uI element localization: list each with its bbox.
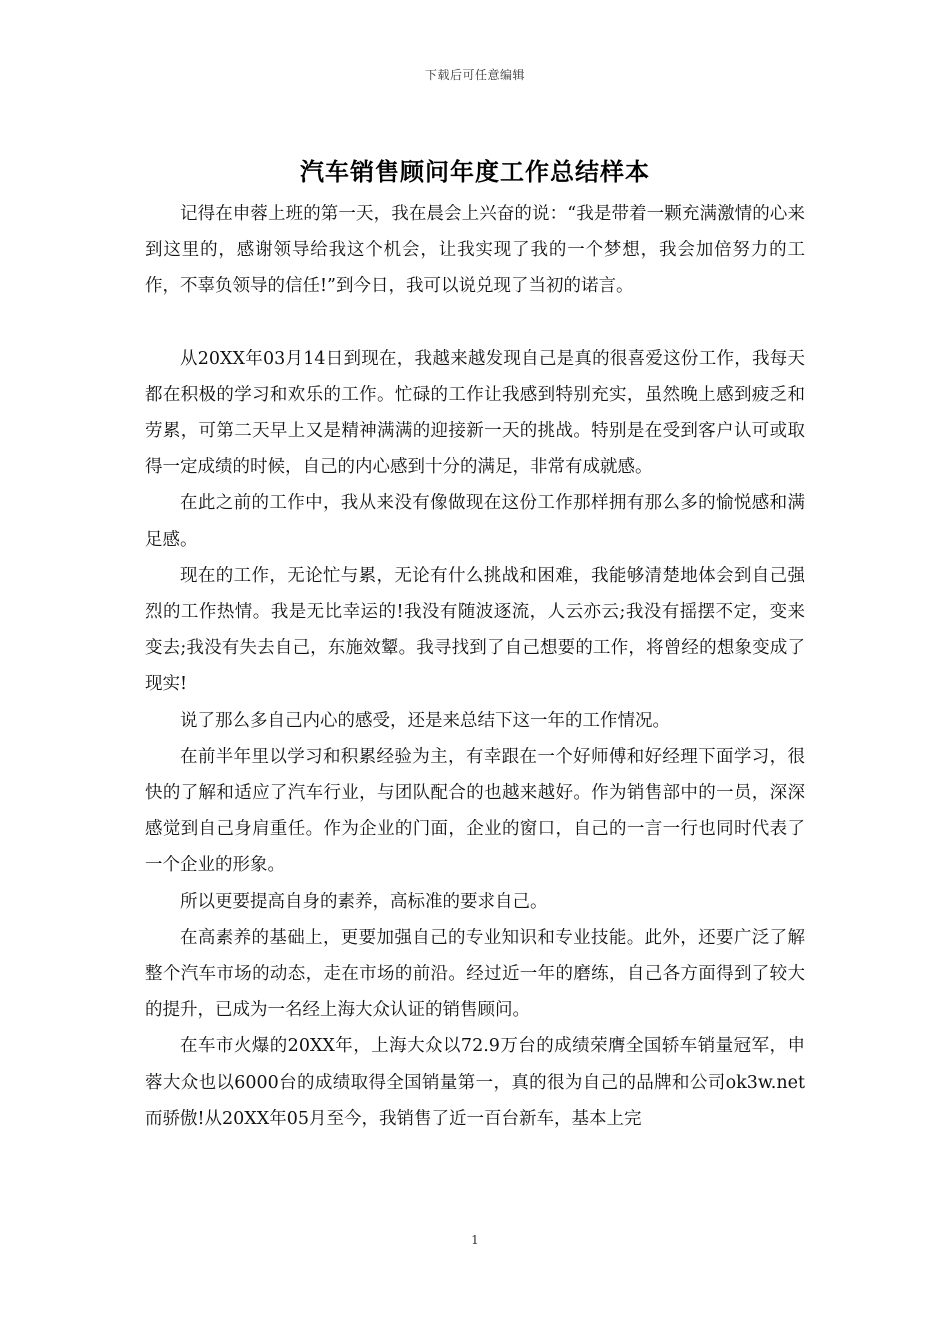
paragraph-4: 现在的工作，无论忙与累，无论有什么挑战和困难，我能够清楚地体会到自己强烈的工作热情。我是无比幸运的!我没有随波逐流，人云亦云;我没有摇摆不定，变来变去;我没有失去自己，东施效颦。我寻找到了自己想要的工作，将曾经的想象变成了现实!	[145, 565, 805, 695]
header-note: 下载后可任意编辑	[424, 68, 525, 82]
document-title: 汽车销售顾问年度工作总结样本	[300, 157, 650, 186]
page-number: 1	[471, 1233, 479, 1247]
paragraph-5: 说了那么多自己内心的感受，还是来总结下这一年的工作情况。	[180, 710, 670, 731]
paragraph-3: 在此之前的工作中，我从来没有像做现在这份工作那样拥有那么多的愉悦感和满足感。	[145, 493, 805, 550]
paragraph-2: 从20XX年03月14日到现在，我越来越发现自己是真的很喜爱这份工作，我每天都在积极的学习和欢乐的工作。忙碌的工作让我感到特别充实，虽然晚上感到疲乏和劳累，可第二天早上又是精神满满的迎接新一天的挑战。特别是在受到客户认可或取得一定成绩的时候，自己的内心感到十分的满足，非常有成就感。	[145, 348, 805, 478]
paragraph-7: 所以更要提高自身的素养，高标准的要求自己。	[180, 891, 548, 912]
paragraph-6: 在前半年里以学习和积累经验为主，有幸跟在一个好师傅和好经理下面学习，很快的了解和适应了汽车行业，与团队配合的也越来越好。作为销售部中的一员，深深感觉到自己身肩重任。作为企业的门面，企业的窗口，自己的一言一行也同时代表了一个企业的形象。	[145, 746, 805, 876]
document-body	[145, 196, 805, 1137]
paragraph-1: 记得在申蓉上班的第一天，我在晨会上兴奋的说：“我是带着一颗充满激情的心来到这里的，感谢领导给我这个机会，让我实现了我的一个梦想，我会加倍努力的工作，不辜负领导的信任!”到今日，我可以说兑现了当初的诺言。	[145, 204, 805, 297]
paragraph-9: 在车市火爆的20XX年，上海大众以72.9万台的成绩荣膺全国轿车销量冠军，申蓉大众也以6000台的成绩取得全国销量第一，真的很为自己的品牌和公司ok3w.net而骄傲!从20XX年05月至今，我销售了近一百台新车，基本上完	[145, 1036, 805, 1129]
paragraph-8: 在高素养的基础上，更要加强自己的专业知识和专业技能。此外，还要广泛了解整个汽车市场的动态，走在市场的前沿。经过近一年的磨练，自己各方面得到了较大的提升，已成为一名经上海大众认证的销售顾问。	[145, 927, 805, 1021]
